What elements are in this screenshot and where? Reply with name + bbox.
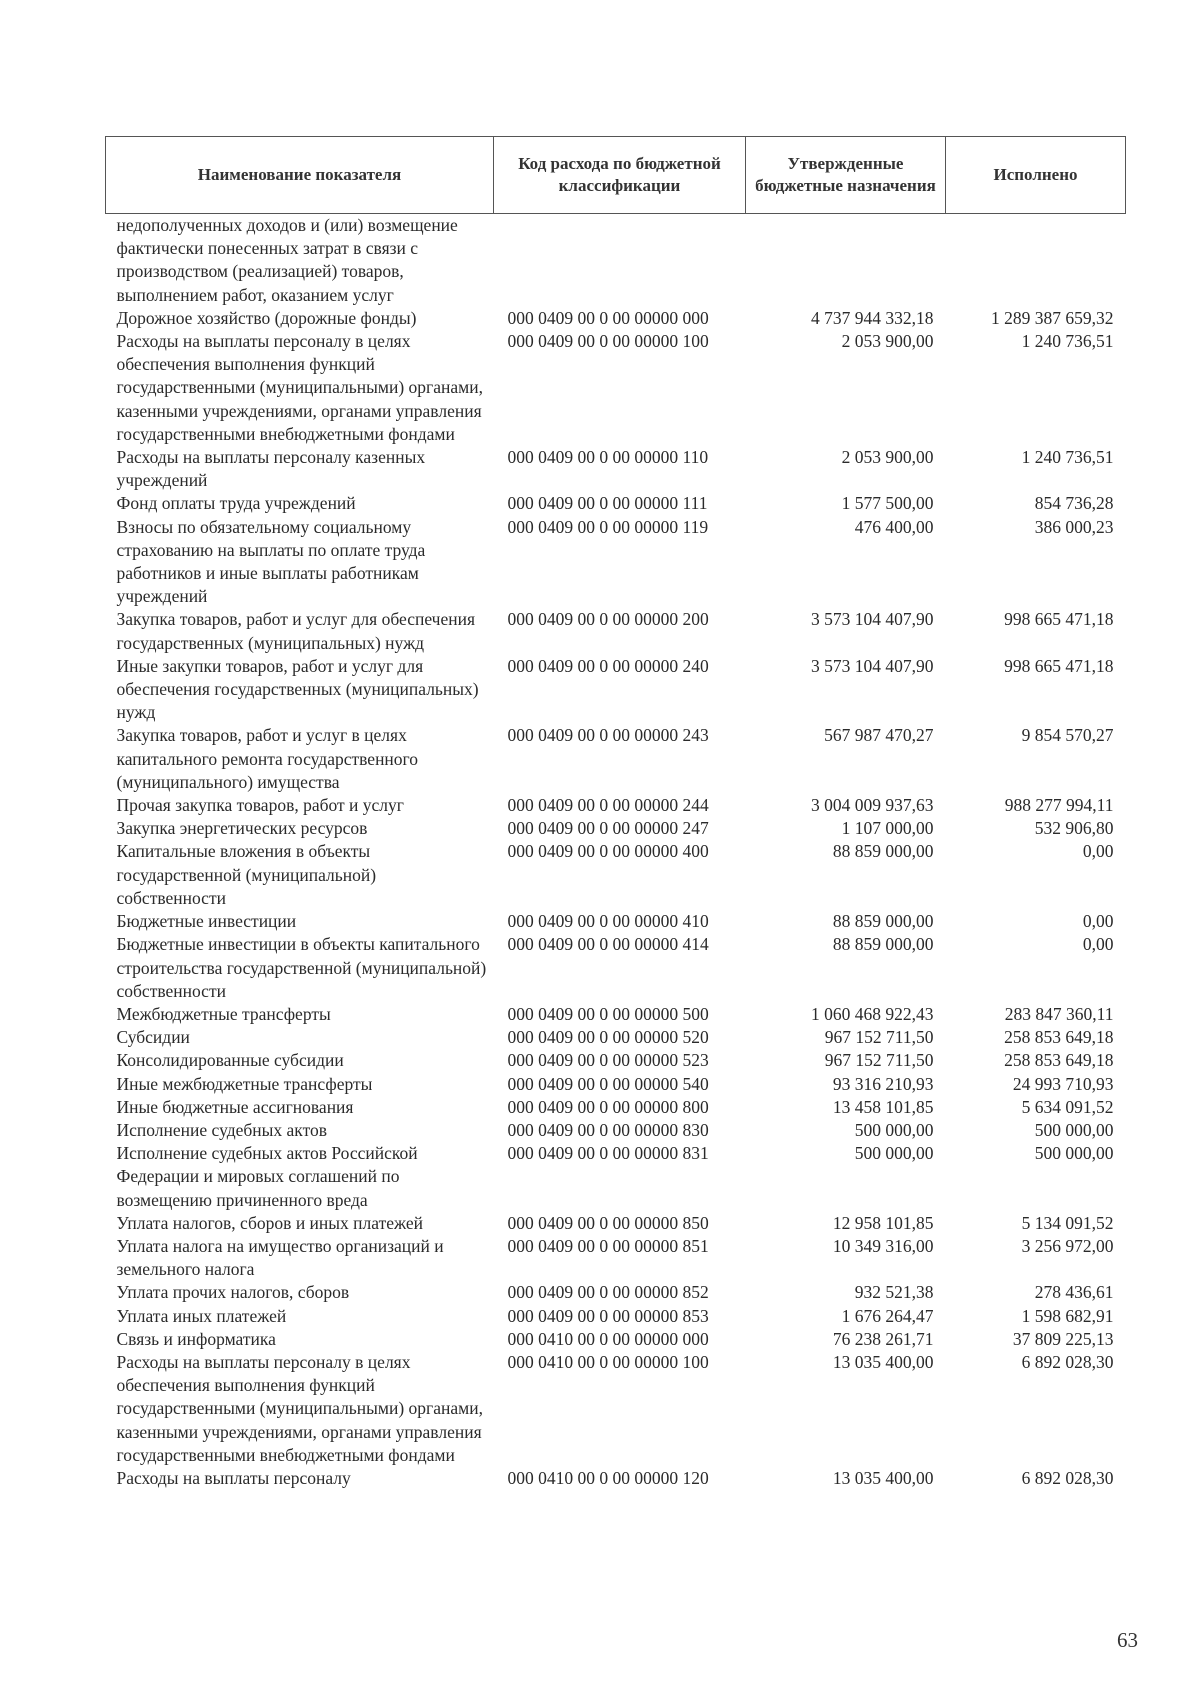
row-exec: 6 892 028,30 — [1021, 1467, 1114, 1488]
row-plan: 13 035 400,00 — [832, 1467, 934, 1488]
row-code: 000 0409 00 0 00 00000 500 — [507, 1003, 709, 1024]
row-name: Связь и информатика — [116, 1328, 276, 1349]
row-name: Расходы на выплаты персоналу казенных учреждений — [116, 447, 426, 491]
table-row — [106, 1049, 1126, 1072]
row-exec: 386 000,23 — [1034, 516, 1114, 537]
row-exec: 37 809 225,13 — [1012, 1328, 1114, 1349]
row-exec: 0,00 — [1082, 934, 1114, 955]
row-plan: 967 152 711,50 — [824, 1027, 934, 1048]
table-row — [106, 840, 1126, 910]
row-code: 000 0410 00 0 00 00000 120 — [507, 1467, 709, 1488]
row-exec: 3 256 972,00 — [1021, 1235, 1114, 1256]
header-plan: Утвержденные бюджетные назначения — [746, 137, 946, 214]
row-name: Субсидии — [116, 1027, 190, 1048]
row-name: Закупка товаров, работ и услуг в целях капитального ремонта государственного (муниципального) имущества — [116, 725, 419, 792]
row-code: 000 0409 00 0 00 00000 100 — [507, 331, 709, 352]
row-name: Расходы на выплаты персоналу — [116, 1467, 351, 1488]
row-exec — [946, 214, 1126, 307]
row-plan: 88 859 000,00 — [832, 934, 934, 955]
row-name: Иные межбюджетные трансферты — [116, 1073, 373, 1094]
row-code: 000 0409 00 0 00 00000 119 — [507, 516, 709, 537]
table-row — [106, 1073, 1126, 1096]
row-plan: 932 521,38 — [854, 1282, 934, 1303]
row-exec: 988 277 994,11 — [1004, 795, 1114, 816]
row-code: 000 0409 00 0 00 00000 410 — [507, 911, 709, 932]
row-plan: 10 349 316,00 — [832, 1235, 934, 1256]
row-plan — [746, 214, 946, 307]
row-exec: 258 853 649,18 — [1004, 1027, 1114, 1048]
row-plan: 3 573 104 407,90 — [811, 609, 934, 630]
row-plan: 1 676 264,47 — [841, 1305, 934, 1326]
header-exec: Исполнено — [946, 137, 1126, 214]
table-row — [106, 516, 1126, 609]
row-name: Иные закупки товаров, работ и услуг для обеспечения государственных (муниципальных) нужд — [116, 655, 479, 723]
row-exec: 0,00 — [1082, 911, 1114, 932]
row-name: Дорожное хозяйство (дорожные фонды) — [116, 307, 417, 328]
row-plan: 1 577 500,00 — [841, 493, 934, 514]
row-exec: 998 665 471,18 — [1004, 655, 1114, 676]
row-exec: 278 436,61 — [1034, 1282, 1114, 1303]
row-exec: 0,00 — [1082, 841, 1114, 862]
row-name: Уплата налогов, сборов и иных платежей — [116, 1212, 423, 1233]
row-name: Фонд оплаты труда учреждений — [116, 493, 356, 514]
table-row — [106, 330, 1126, 446]
row-name: Капитальные вложения в объекты государственной (муниципальной) собственности — [116, 841, 377, 908]
row-name: Бюджетные инвестиции — [116, 911, 297, 932]
row-name: Консолидированные субсидии — [116, 1050, 344, 1071]
row-plan: 500 000,00 — [854, 1143, 934, 1164]
table-row — [106, 1212, 1126, 1235]
row-exec: 5 634 091,52 — [1021, 1096, 1114, 1117]
row-plan: 13 458 101,85 — [832, 1096, 934, 1117]
row-name: недополученных доходов и (или) возмещение фактически понесенных затрат в связи с производством (реализацией) товаров, выполнением работ, оказанием услуг — [116, 215, 458, 305]
row-code: 000 0409 00 0 00 00000 523 — [507, 1050, 709, 1071]
table-body — [106, 214, 1126, 1491]
table-header — [106, 137, 1126, 214]
table-row — [106, 817, 1126, 840]
table-row — [106, 307, 1126, 330]
row-code — [494, 214, 746, 307]
row-plan: 12 958 101,85 — [832, 1212, 934, 1233]
row-plan: 967 152 711,50 — [824, 1050, 934, 1071]
row-code: 000 0409 00 0 00 00000 110 — [507, 447, 709, 468]
row-name: Уплата прочих налогов, сборов — [116, 1282, 350, 1303]
row-name: Расходы на выплаты персоналу в целях обеспечения выполнения функций государственными (муниципальными) органами, казенными учреждениями, органами управления государственными внебюджетными фондами — [116, 331, 483, 444]
row-exec: 1 240 736,51 — [1021, 447, 1114, 468]
row-exec: 283 847 360,11 — [1004, 1003, 1114, 1024]
row-name: Иные бюджетные ассигнования — [116, 1096, 354, 1117]
row-code: 000 0409 00 0 00 00000 540 — [507, 1073, 709, 1094]
page-number: 63 — [1117, 1628, 1138, 1652]
row-exec: 6 892 028,30 — [1021, 1351, 1114, 1372]
row-code: 000 0409 00 0 00 00000 853 — [507, 1305, 709, 1326]
report-page — [105, 136, 1125, 1490]
table-row — [106, 1026, 1126, 1049]
table-row — [106, 214, 1126, 307]
row-exec: 998 665 471,18 — [1004, 609, 1114, 630]
row-code: 000 0409 00 0 00 00000 830 — [507, 1119, 709, 1140]
row-code: 000 0409 00 0 00 00000 000 — [507, 307, 709, 328]
row-exec: 1 240 736,51 — [1021, 331, 1114, 352]
row-name: Расходы на выплаты персоналу в целях обеспечения выполнения функций государственными (муниципальными) органами, казенными учреждениями, органами управления государственными внебюджетными фондами — [116, 1351, 483, 1465]
row-name: Бюджетные инвестиции в объекты капитального строительства государственной (муниципальной) собственности — [116, 934, 487, 1001]
row-plan: 2 053 900,00 — [841, 331, 934, 352]
row-plan: 4 737 944 332,18 — [811, 307, 934, 328]
row-plan: 1 060 468 922,43 — [811, 1003, 934, 1024]
row-plan: 93 316 210,93 — [832, 1073, 934, 1094]
table-row — [106, 608, 1126, 654]
table-row — [106, 1142, 1126, 1212]
row-exec: 500 000,00 — [1034, 1143, 1114, 1164]
row-code: 000 0409 00 0 00 00000 240 — [507, 655, 709, 676]
table-row — [106, 446, 1126, 492]
expenditure-table — [105, 136, 1126, 1490]
row-name: Уплата иных платежей — [116, 1305, 287, 1326]
table-row — [106, 492, 1126, 515]
row-name: Исполнение судебных актов Российской Федерации и мировых соглашений по возмещению причиненного вреда — [116, 1143, 418, 1210]
row-code: 000 0409 00 0 00 00000 850 — [507, 1212, 709, 1233]
table-row — [106, 724, 1126, 794]
row-code: 000 0410 00 0 00 00000 100 — [507, 1351, 709, 1372]
row-code: 000 0409 00 0 00 00000 244 — [507, 795, 709, 816]
row-exec: 258 853 649,18 — [1004, 1050, 1114, 1071]
row-code: 000 0409 00 0 00 00000 111 — [507, 493, 708, 514]
row-plan: 476 400,00 — [854, 516, 934, 537]
header-code: Код расхода по бюджетной классификации — [494, 137, 746, 214]
row-plan: 88 859 000,00 — [832, 911, 934, 932]
header-name: Наименование показателя — [106, 137, 494, 214]
row-plan: 88 859 000,00 — [832, 841, 934, 862]
row-code: 000 0409 00 0 00 00000 414 — [507, 934, 709, 955]
row-name: Закупка товаров, работ и услуг для обеспечения государственных (муниципальных) нужд — [116, 609, 476, 653]
row-code: 000 0409 00 0 00 00000 831 — [507, 1143, 709, 1164]
row-plan: 3 573 104 407,90 — [811, 655, 934, 676]
row-name: Прочая закупка товаров, работ и услуг — [116, 795, 404, 816]
row-plan: 567 987 470,27 — [824, 725, 934, 746]
table-row — [106, 1351, 1126, 1467]
row-plan: 13 035 400,00 — [832, 1351, 934, 1372]
row-exec: 1 598 682,91 — [1021, 1305, 1114, 1326]
table-row — [106, 1119, 1126, 1142]
row-exec: 500 000,00 — [1034, 1119, 1114, 1140]
table-row — [106, 794, 1126, 817]
row-exec: 532 906,80 — [1034, 818, 1114, 839]
table-row — [106, 1328, 1126, 1351]
row-code: 000 0410 00 0 00 00000 000 — [507, 1328, 709, 1349]
row-code: 000 0409 00 0 00 00000 247 — [507, 818, 709, 839]
table-row — [106, 655, 1126, 725]
table-row — [106, 910, 1126, 933]
row-plan: 76 238 261,71 — [832, 1328, 934, 1349]
row-exec: 1 289 387 659,32 — [991, 307, 1114, 328]
row-name: Взносы по обязательному социальному страхованию на выплаты по оплате труда работников и иные выплаты работникам учреждений — [116, 516, 426, 607]
table-row — [106, 1281, 1126, 1304]
row-code: 000 0409 00 0 00 00000 852 — [507, 1282, 709, 1303]
row-code: 000 0409 00 0 00 00000 200 — [507, 609, 709, 630]
row-code: 000 0409 00 0 00 00000 520 — [507, 1027, 709, 1048]
table-row — [106, 933, 1126, 1003]
row-code: 000 0409 00 0 00 00000 800 — [507, 1096, 709, 1117]
row-code: 000 0409 00 0 00 00000 400 — [507, 841, 709, 862]
row-name: Исполнение судебных актов — [116, 1119, 328, 1140]
table-row — [106, 1467, 1126, 1490]
table-row — [106, 1003, 1126, 1026]
row-name: Закупка энергетических ресурсов — [116, 818, 368, 839]
row-plan: 3 004 009 937,63 — [811, 795, 934, 816]
row-name: Межбюджетные трансферты — [116, 1003, 331, 1024]
row-exec: 854 736,28 — [1034, 493, 1114, 514]
row-exec: 9 854 570,27 — [1021, 725, 1114, 746]
row-code: 000 0409 00 0 00 00000 243 — [507, 725, 709, 746]
table-row — [106, 1305, 1126, 1328]
row-plan: 1 107 000,00 — [841, 818, 934, 839]
row-name: Уплата налога на имущество организаций и земельного налога — [116, 1235, 444, 1280]
row-code: 000 0409 00 0 00 00000 851 — [507, 1235, 709, 1256]
table-row — [106, 1235, 1126, 1281]
table-row — [106, 1096, 1126, 1119]
row-plan: 500 000,00 — [854, 1119, 934, 1140]
row-exec: 24 993 710,93 — [1012, 1073, 1114, 1094]
row-exec: 5 134 091,52 — [1021, 1212, 1114, 1233]
row-plan: 2 053 900,00 — [841, 447, 934, 468]
